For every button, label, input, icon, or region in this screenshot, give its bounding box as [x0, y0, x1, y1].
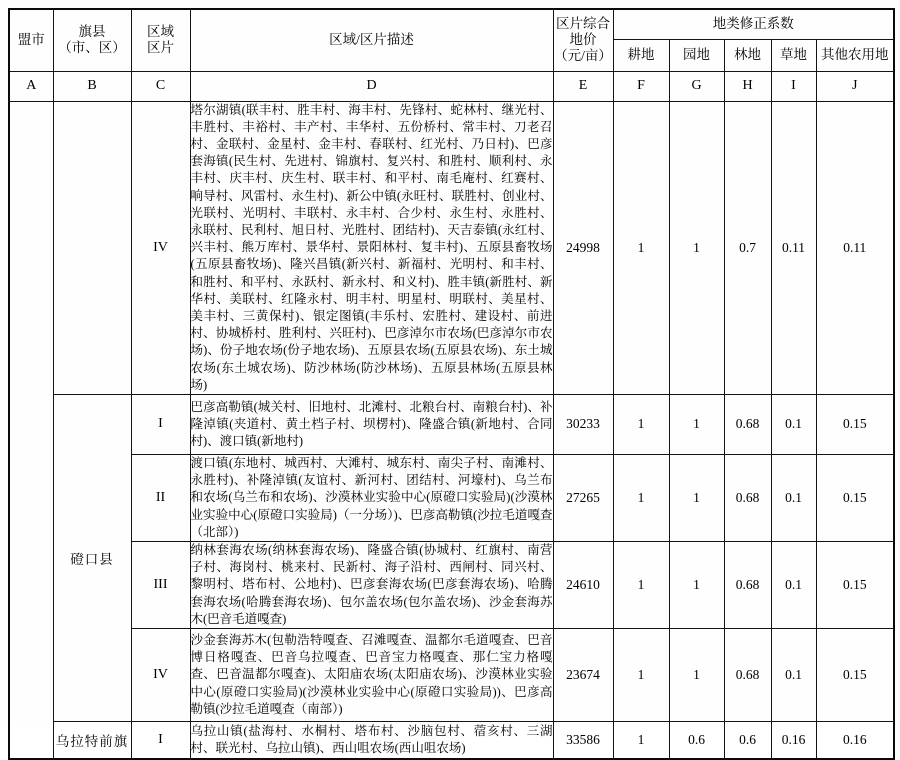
description-cell: 塔尔湖镇(联丰村、胜丰村、海丰村、先锋村、蛇林村、继光村、丰胜村、丰裕村、丰产村、丰华村、五份桥村、常丰村、刀老召村、金联村、金星村、金丰村、春联村、红光村、乃日村)、巴彦套海镇(民生村、先进村、锦旗村、复兴村、和胜村、顺利村、永丰村、庆丰村、庆生村、联丰村、和平村、南毛庵村、红赛村、响导村、风雷村、永生村)、新公中镇(永旺村、联胜村、创业村、光联村、光明村、丰联村、永丰村、合少村、永生村、永胜村、永联村、民利村、旭日村、光胜村、团结村)、天吉泰镇(永红村、兴丰村、熊万库村、景华村、景阳林村、复丰村)、五原县畜牧场(五原县畜牧场)、隆兴昌镇(新兴村、新福村、光明村、和丰村、和胜村、和平村、永跃村、新永村、和义村)、胜丰镇(新胜村、新华村、美联村、红隆永村、明丰村、明星村、明联村、美星村、美丰村、三黄保村)、银定图镇(丰乐村、宏胜村、建设村、前进村、协城桥村、胜利村、兴旺村)、巴彦淖尔市农场(巴彦淖尔市农场)、份子地农场(份子地农场)、五原县农场(五原县农场)、东土城农场(东土城农场)、防沙林场(防沙林场)、五原县林场(五原县林场)	[190, 101, 553, 394]
header-row-1	[9, 9, 894, 39]
letter-a: A	[9, 71, 53, 101]
coef-farmland-cell: 1	[613, 454, 669, 541]
league-cell	[9, 101, 53, 759]
coef-forest-cell: 0.6	[724, 721, 771, 759]
county-cell-dengkou: 磴口县	[53, 394, 131, 721]
letter-f: F	[613, 71, 669, 101]
table-header	[9, 9, 894, 101]
zone-cell: III	[131, 541, 190, 628]
coef-garden-cell: 1	[669, 454, 724, 541]
header-other-agri: 其他农用地	[816, 39, 894, 71]
price-cell: 23674	[553, 628, 613, 721]
coef-farmland-cell: 1	[613, 541, 669, 628]
header-zone: 区域 区片	[131, 9, 190, 71]
land-price-table	[8, 8, 895, 760]
letter-g: G	[669, 71, 724, 101]
coef-forest-cell: 0.68	[724, 541, 771, 628]
coef-other-cell: 0.15	[816, 394, 894, 454]
coef-garden-cell: 1	[669, 101, 724, 394]
coef-grass-cell: 0.1	[771, 394, 816, 454]
letter-e: E	[553, 71, 613, 101]
description-cell: 沙金套海苏木(包勒浩特嘎查、召滩嘎查、温都尔毛道嘎查、巴音博日格嘎查、巴音乌拉嘎查、巴音宝力格嘎查、那仁宝力格嘎查、巴音温都尔嘎查)、太阳庙农场(太阳庙农场)、沙漠林业实验中心(原磴口实验局)(沙漠林业实验中心(原磴口实验局))、巴彦高勒镇(沙拉毛道嘎查（南部）)	[190, 628, 553, 721]
county-cell-wulateqianqi: 乌拉特前旗	[53, 721, 131, 759]
description-cell: 纳林套海农场(纳林套海农场)、隆盛合镇(协城村、红旗村、南营子村、海岗村、桃来村、民新村、海子沿村、西闸村、同兴村、黎明村、塔布村、公地村)、巴彦套海农场(巴彦套海农场)、哈腾套海农场(哈腾套海农场)、包尔盖农场(包尔盖农场)、沙金套海苏木(巴音毛道嘎查)	[190, 541, 553, 628]
letter-b: B	[53, 71, 131, 101]
description-cell: 巴彦高勒镇(城关村、旧地村、北滩村、北粮台村、南粮台村)、补隆淖镇(夹道村、黄土档子村、坝楞村)、隆盛合镇(新地村、合同村)、渡口镇(新地村)	[190, 394, 553, 454]
zone-cell: I	[131, 394, 190, 454]
table-row	[9, 101, 894, 394]
letter-c: C	[131, 71, 190, 101]
header-league: 盟市	[9, 9, 53, 71]
letter-h: H	[724, 71, 771, 101]
table-body	[9, 101, 894, 759]
coef-other-cell: 0.15	[816, 541, 894, 628]
zone-cell: IV	[131, 628, 190, 721]
header-garden: 园地	[669, 39, 724, 71]
coef-other-cell: 0.15	[816, 628, 894, 721]
zone-cell: I	[131, 721, 190, 759]
coef-grass-cell: 0.11	[771, 101, 816, 394]
column-letter-row	[9, 71, 894, 101]
coef-farmland-cell: 1	[613, 394, 669, 454]
price-cell: 24610	[553, 541, 613, 628]
coef-garden-cell: 1	[669, 394, 724, 454]
coef-farmland-cell: 1	[613, 628, 669, 721]
coef-forest-cell: 0.7	[724, 101, 771, 394]
coef-farmland-cell: 1	[613, 721, 669, 759]
price-cell: 24998	[553, 101, 613, 394]
coef-forest-cell: 0.68	[724, 394, 771, 454]
county-cell-empty	[53, 101, 131, 394]
table-row	[9, 628, 894, 721]
coef-other-cell: 0.16	[816, 721, 894, 759]
header-coefficient-group: 地类修正系数	[613, 9, 894, 39]
table-row	[9, 394, 894, 454]
zone-cell: IV	[131, 101, 190, 394]
header-description: 区域/区片描述	[190, 9, 553, 71]
header-farmland: 耕地	[613, 39, 669, 71]
table-row	[9, 454, 894, 541]
price-cell: 33586	[553, 721, 613, 759]
coef-grass-cell: 0.1	[771, 541, 816, 628]
coef-garden-cell: 1	[669, 541, 724, 628]
zone-cell: II	[131, 454, 190, 541]
description-cell: 渡口镇(东地村、城西村、大滩村、城东村、南尖子村、南滩村、永胜村)、补隆淖镇(友谊村、新河村、团结村、河壕村)、乌兰布和农场(乌兰布和农场)、沙漠林业实验中心(原磴口实验局)(沙漠林业实验中心(原磴口实验局)（一分场）)、巴彦高勒镇(沙拉毛道嘎查（北部）)	[190, 454, 553, 541]
coef-other-cell: 0.15	[816, 454, 894, 541]
header-forest: 林地	[724, 39, 771, 71]
letter-j: J	[816, 71, 894, 101]
description-cell: 乌拉山镇(盐海村、水桐村、塔布村、沙脑包村、蓿亥村、三湖村、联光村、乌拉山镇)、西山咀农场(西山咀农场)	[190, 721, 553, 759]
coef-garden-cell: 1	[669, 628, 724, 721]
coef-forest-cell: 0.68	[724, 454, 771, 541]
coef-grass-cell: 0.1	[771, 628, 816, 721]
coef-forest-cell: 0.68	[724, 628, 771, 721]
price-cell: 27265	[553, 454, 613, 541]
coef-garden-cell: 0.6	[669, 721, 724, 759]
header-price: 区片综合 地价 （元/亩）	[553, 9, 613, 71]
header-county: 旗县 （市、区）	[53, 9, 131, 71]
letter-i: I	[771, 71, 816, 101]
table-row	[9, 721, 894, 759]
coef-farmland-cell: 1	[613, 101, 669, 394]
coef-other-cell: 0.11	[816, 101, 894, 394]
coef-grass-cell: 0.1	[771, 454, 816, 541]
header-grass: 草地	[771, 39, 816, 71]
price-cell: 30233	[553, 394, 613, 454]
coef-grass-cell: 0.16	[771, 721, 816, 759]
letter-d: D	[190, 71, 553, 101]
table-row	[9, 541, 894, 628]
